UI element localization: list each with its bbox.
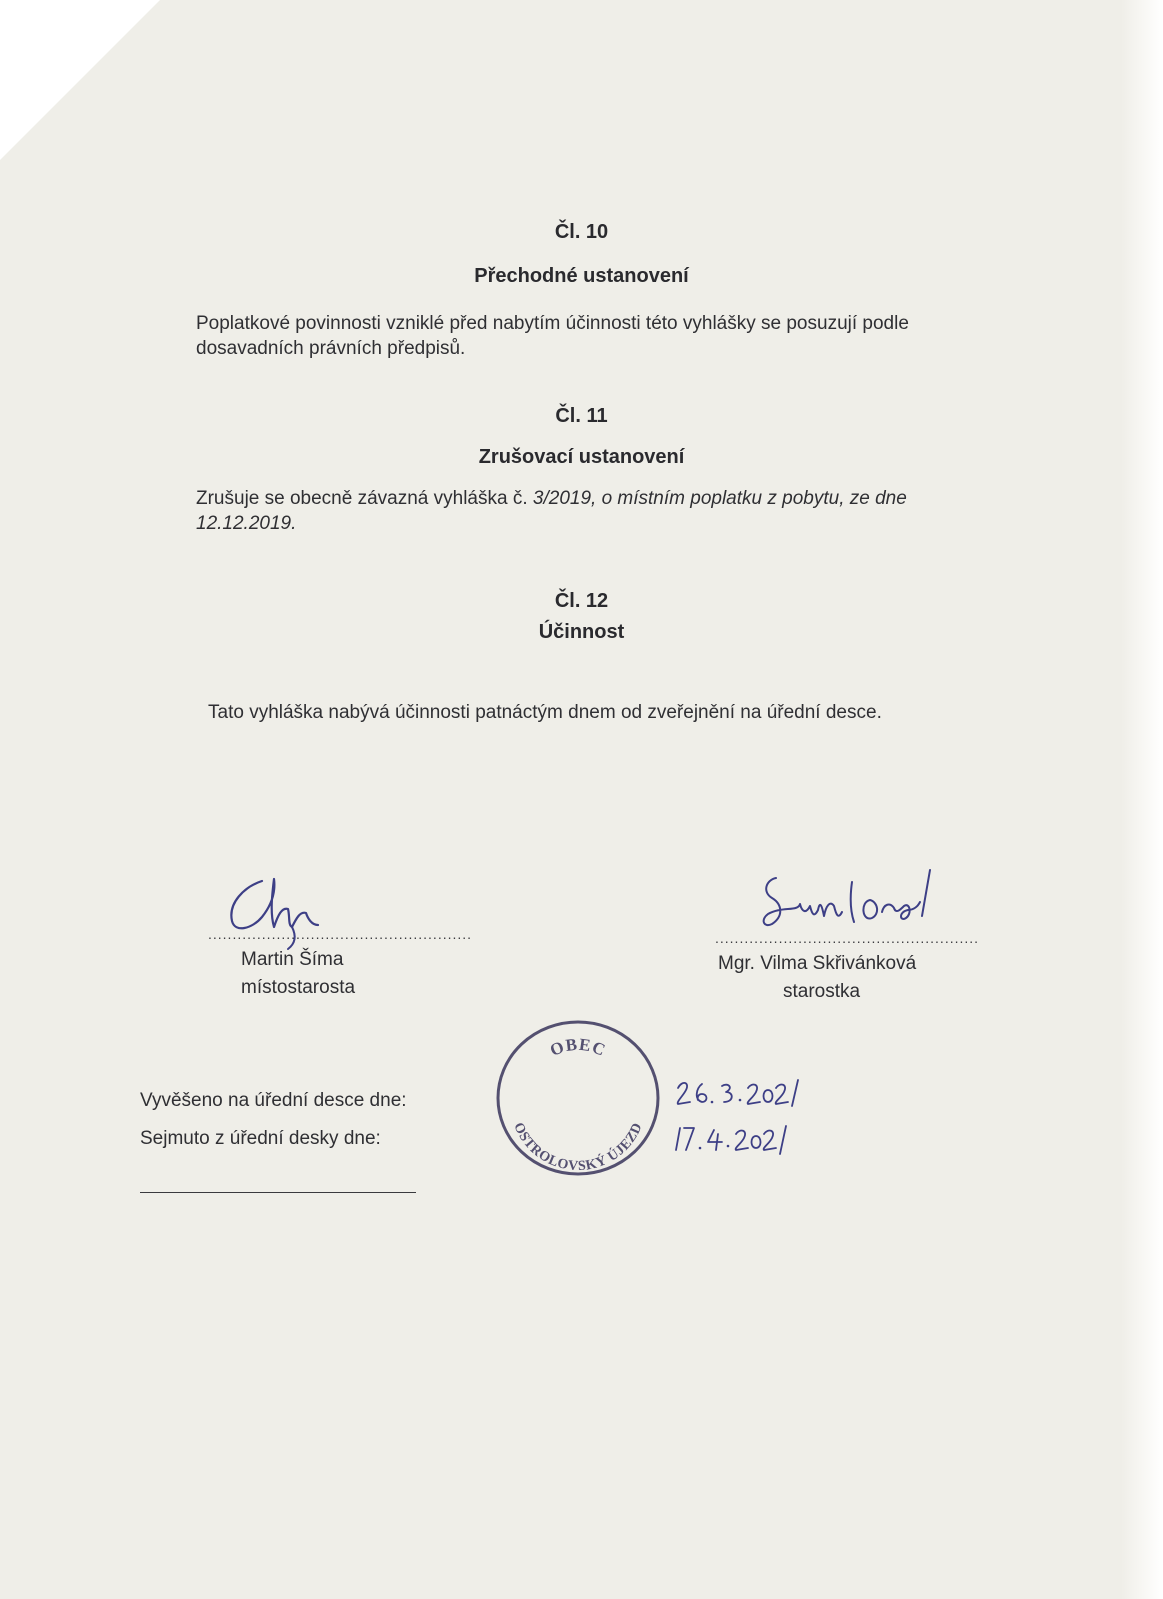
article-12-title: Účinnost: [538, 621, 625, 643]
handwritten-dates: [672, 1076, 806, 1166]
svg-text:OSTROLOVSKÝ ÚJEZD: [510, 1121, 646, 1175]
stamp-top-text: OBEC: [547, 1034, 609, 1060]
svg-text:OBEC: [547, 1035, 609, 1060]
article-11-title: Zrušovací ustanovení: [478, 446, 685, 468]
signature-rule: [140, 1192, 416, 1193]
article-11-text: [196, 486, 986, 536]
handwritten-signature-right: [758, 866, 942, 938]
article-10-text: Poplatkové povinnosti vzniklé před nabytím účinnosti této vyhlášky se posuzují podle dosavadních právních předpisů.: [196, 313, 909, 359]
official-stamp: [492, 1016, 664, 1180]
article-11-number: Čl. 11: [555, 405, 608, 427]
posted-on-label: Vyvěšeno na úřední desce dne:: [140, 1090, 407, 1111]
signature-line-right: ......................................................: [715, 930, 980, 946]
signatory-left-name: Martin Šíma: [241, 949, 344, 970]
signatory-right-name: Mgr. Vilma Skřivánková: [718, 953, 917, 974]
article-10-title: Přechodné ustanovení: [474, 265, 689, 287]
signatory-right-role: starostka: [783, 981, 861, 1002]
signature-line-left: ......................................................: [208, 926, 473, 942]
article-12-number: Čl. 12: [554, 590, 609, 612]
article-11-text-plain: Zrušuje se obecně závazná vyhláška č.: [196, 488, 528, 509]
article-10-number: Čl. 10: [554, 221, 609, 243]
article-11-text-italic: 3/2019, o místním poplatku z pobytu, ze dne 12.12.2019.: [196, 488, 907, 534]
torn-corner: [0, 0, 160, 160]
removed-on-label: Sejmuto z úřední desky dne:: [140, 1128, 381, 1149]
stamp-bottom-text: OSTROLOVSKÝ ÚJEZD: [510, 1120, 646, 1175]
article-12-text: Tato vyhláška nabývá účinnosti patnáctým dnem od zveřejnění na úřední desce.: [208, 702, 882, 723]
signatory-left-role: místostarosta: [241, 977, 356, 998]
